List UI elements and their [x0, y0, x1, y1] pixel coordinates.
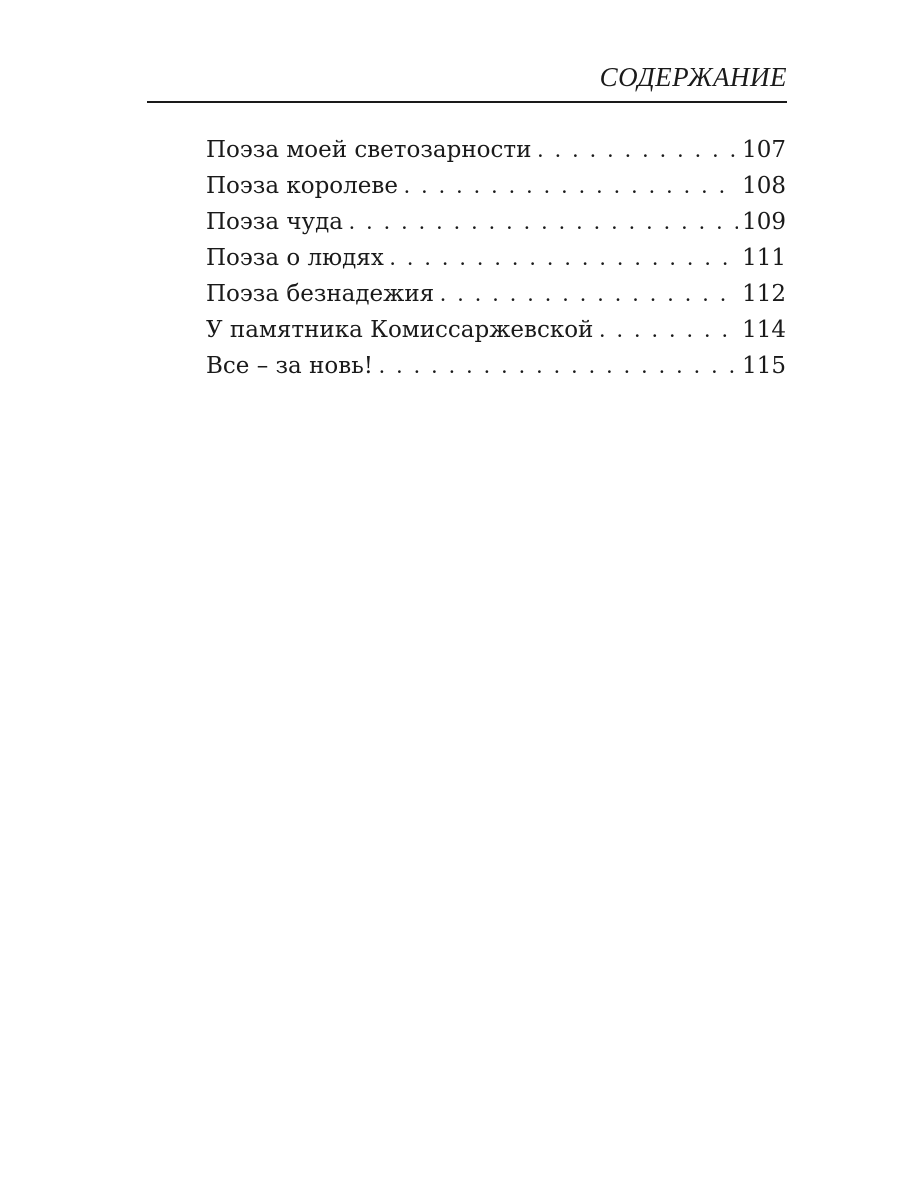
dot-leader	[537, 132, 738, 168]
dot-leader	[440, 276, 738, 312]
toc-entry-page: 109	[742, 209, 786, 235]
table-of-contents	[206, 132, 786, 384]
toc-entry	[206, 240, 786, 276]
toc-entry	[206, 204, 786, 240]
toc-entry-page: 115	[742, 353, 786, 379]
toc-entry-title: Поэза чуда	[206, 209, 343, 235]
dot-leader	[599, 312, 738, 348]
toc-entry	[206, 312, 786, 348]
toc-entry	[206, 168, 786, 204]
running-head: СОДЕРЖАНИЕ	[599, 62, 787, 92]
toc-entry	[206, 132, 786, 168]
toc-entry-title: Поэза моей светозарности	[206, 137, 532, 163]
dot-leader	[379, 348, 738, 384]
toc-entry-page: 114	[742, 317, 786, 343]
toc-entry-page: 108	[742, 173, 786, 199]
toc-entry-title: Поэза безнадежия	[206, 281, 435, 307]
toc-entry-page: 112	[742, 281, 786, 307]
header-rule	[147, 101, 787, 103]
toc-entry-title: Поэза о людях	[206, 245, 384, 271]
dot-leader	[349, 204, 738, 240]
toc-entry-title: У памятника Комиссаржевской	[206, 317, 594, 343]
dot-leader	[390, 240, 738, 276]
toc-entry-page: 107	[742, 137, 786, 163]
toc-entry-title: Все – за новь!	[206, 353, 373, 379]
toc-entry	[206, 348, 786, 384]
toc-entry-page: 111	[742, 245, 786, 271]
page-header	[147, 60, 787, 104]
toc-entry-title: Поэза королеве	[206, 173, 398, 199]
toc-entry	[206, 276, 786, 312]
dot-leader	[404, 168, 738, 204]
